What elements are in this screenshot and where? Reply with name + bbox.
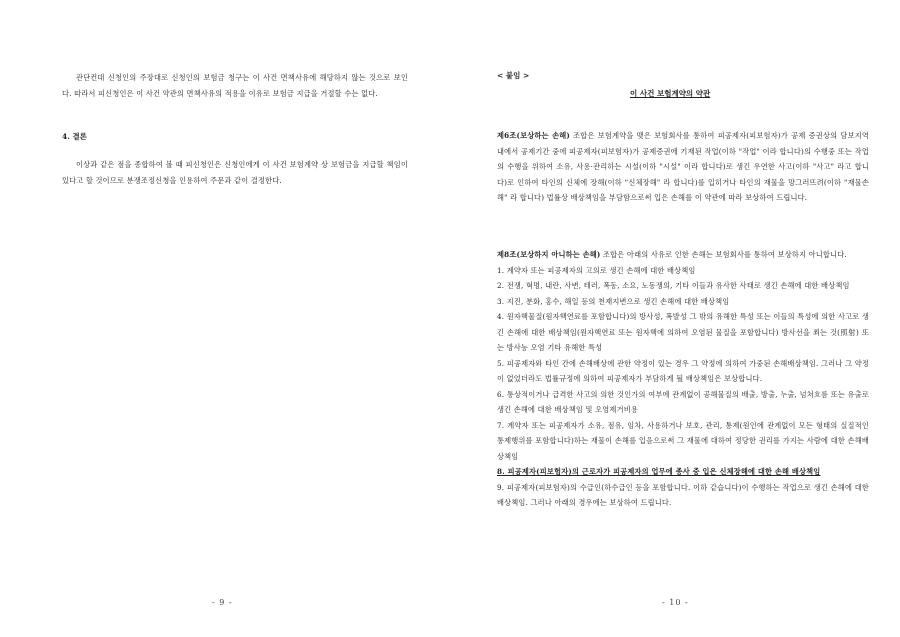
annex-label: < 붙임 >	[497, 71, 530, 80]
exclusion-item-4: 4. 원자핵물질(원자핵연료를 포함합니다)의 방사성, 폭발성 그 밖의 유해한 특성 또는 이들의 특성에 의한 사고로 생긴 손해에 대한 배상책임(원자핵연료 또는 원자핵에 의하여 오염된 물질을 포함합니다) 방사선을 쬐는 것(照射) 또는 방사능 오염 기타 유해한 특성	[497, 312, 869, 352]
article-8	[497, 247, 869, 511]
exclusion-item-3: 3. 지진, 분화, 홍수, 해일 등의 천재지변으로 생긴 손해에 대한 배상책임	[497, 296, 730, 306]
section-heading-conclusion: 4. 결론	[62, 132, 87, 141]
article-6	[497, 128, 869, 206]
exclusion-item-2: 2. 전쟁, 혁명, 내란, 사변, 테러, 폭동, 소요, 노동쟁의, 기타 이들과 유사한 사태로 생긴 손해에 대한 배상책임	[497, 281, 850, 290]
exclusion-item-7: 7. 계약자 또는 피공제자가 소유, 점유, 임차, 사용하거나 보호, 관리, 통제(원인에 관계없이 모든 형태의 실질적인 통제행위를 포함합니다)하는 재물이 손해를 입음으로써 그 재물에 대하여 정당한 권리를 가지는 사람에 대한 손해배상책임	[497, 420, 869, 461]
exclusion-item-6: 6. 통상적이거나 급격한 사고의 의한 것인가의 여부에 관계없이 공해물질의 배출, 방출, 누출, 넘쳐흐름 또는 유출로 생긴 손해에 대한 배상책임 및 오염제거비용	[497, 389, 869, 414]
article-6-title: 제6조(보상하는 손해)	[497, 131, 570, 140]
page-number-right: - 10 -	[662, 598, 689, 607]
conclusion-intro-paragraph: 관단컨대 신청인의 주장대로 신청인의 보험금 청구는 이 사건 면책사유에 해당하지 않는 것으로 보인다. 따라서 피신청인은 이 사건 약관의 면책사유의 적용을 이유로 보험금 지급을 거절할 수는 없다.	[62, 73, 408, 98]
exclusion-item-1: 1. 계약자 또는 피공제자의 고의로 생긴 손해에 대한 배상책임	[497, 265, 696, 275]
conclusion-paragraph: 이상과 같은 점을 종합하여 볼 때 피신청인은 신청인에게 이 사건 보험계약 상 보험금을 지급할 책임이 있다고 할 것이므로 분쟁조정신청을 인용하여 주문과 같이 결정한다.	[62, 160, 408, 185]
right-page	[450, 0, 900, 637]
annex-title: 이 사건 보험계약의 약관	[630, 89, 711, 98]
article-8-intro: 조합은 아래의 사유로 인한 손해는 보험회사를 통하여 보상하지 아니합니다.	[600, 250, 847, 259]
exclusion-item-5: 5. 피공제자와 타인 간에 손해배상에 관한 약정이 있는 경우 그 약정에 의하여 가중된 손해배상책임. 그러나 그 약정이 없었더라도 법률규정에 의하여 피공제자가 부담하게 될 배상책임은 보상합니다.	[497, 358, 869, 383]
exclusion-item-9: 9. 피공제자(피보험자)의 수급인(하수급인 등을 포함합니다. 이하 같습니다)이 수행하는 작업으로 생긴 손해에 대한 배상책임. 그러나 아래의 경우에는 보상하여 드립니다.	[497, 482, 869, 507]
article-8-title: 제8조(보상하지 아니하는 손해)	[497, 250, 601, 259]
exclusion-item-8: 8. 피공제자(피보험자)의 근로자가 피공제자의 업무에 종사 중 입은 신체장해에 대한 손해 배상책임	[497, 467, 821, 476]
page-number-left: - 9 -	[212, 598, 233, 607]
article-8-intro-line	[497, 247, 869, 263]
article-6-body: 조합은 보험계약을 맺은 보험회사를 통하여 피공제자(피보험자)가 공제 증권상의 담보지역 내에서 공제기간 중에 피공제자(피보험자)가 공제증권에 기재된 작업(이하 "작업" 이라 합니다)의 수행중 또는 작업의 수행을 위하여 소유, 사용·관리하는 시설(이하 "시설" 이라 합니다)로 생긴 우연한 사고(이하 "사고" 라고 합니다)로 인하여 타인의 신체에 장해(이하 "신체장해" 라 합니다)를 입히거나 타인의 재물을 망그러뜨려(이하 "재물손해" 라 합니다) 법률상 배상책임을 부담함으로써 입은 손해를 이 약관에 따라 보상하여 드립니다.	[497, 131, 869, 202]
